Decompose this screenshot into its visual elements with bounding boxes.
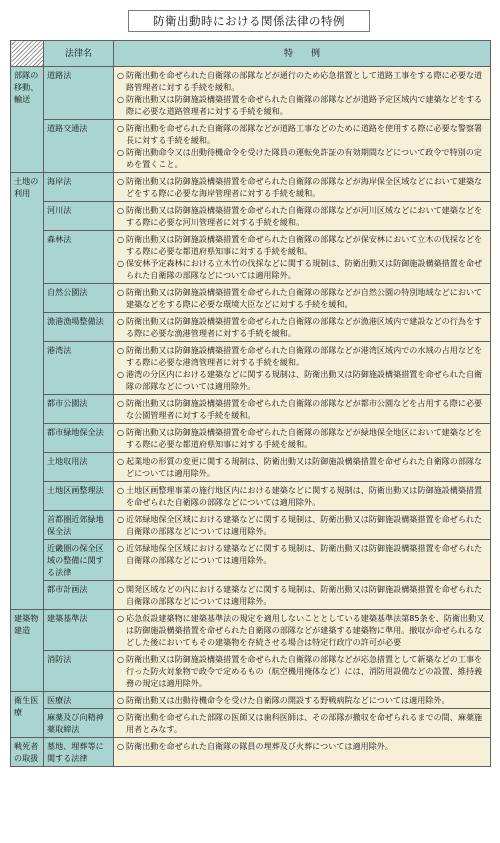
bullet-icon: ○ xyxy=(117,316,125,326)
provision-text: 防衛出動を命ぜられた自衛隊の部隊などが通行のため応急措置として道路工事をする際に必要な道路管理者に対する手続を緩和。 xyxy=(126,70,483,92)
law-name-cell: 自然公園法 xyxy=(44,284,114,313)
category-cell: 土地の利用 xyxy=(11,173,44,610)
provision-text: 近郊緑地保全区域における建築などに関する規制は、防衛出動又は防御施設構築措置を命ぜられた自衛隊の部隊などについては適用除外。 xyxy=(126,543,483,565)
provision-text: 防衛出動又は防御施設構築措置を命ぜられた自衛隊の部隊などが港湾区域内での水域の占用などをする際に必要な港湾管理者に対する手続を緩和。 xyxy=(126,345,483,367)
provision-text: 開発区域などの内における建築などに関する規制は、防衛出動又は防御施設構築措置を命ぜられた自衛隊の部隊などについては適用除外。 xyxy=(126,584,483,606)
bullet-icon: ○ xyxy=(117,485,125,495)
provision-item xyxy=(117,397,487,421)
table-row xyxy=(11,651,491,692)
provision-item xyxy=(117,315,487,339)
table-title: 防衛出動時における関係法律の特例 xyxy=(128,10,370,32)
provision-text: 起業地の形質の変更に関する規制は、防衛出動又は防御施設構築措置を命ぜられた自衛隊の部隊などについては適用除外。 xyxy=(126,456,483,478)
law-name-cell: 都市緑地保全法 xyxy=(44,424,114,453)
law-name-cell: 土地収用法 xyxy=(44,453,114,482)
feature-cell xyxy=(114,231,491,284)
feature-cell xyxy=(114,202,491,231)
feature-cell xyxy=(114,651,491,692)
table-row xyxy=(11,67,491,120)
provision-item xyxy=(117,513,487,537)
provision-text: 防衛出動又は防御施設構築措置を命ぜられた自衛隊の部隊などが漁港区域内で建設などの行為をする際に必要な漁港管理者に対する手続を緩和。 xyxy=(126,316,483,338)
provision-item xyxy=(117,344,487,368)
provision-item xyxy=(117,711,487,735)
provision-text: 近郊緑地保全区域における建築などに関する規制は、防衛出動又は防御施設構築措置を命ぜられた自衛隊の部隊などについては適用除外。 xyxy=(126,514,483,536)
bullet-icon: ○ xyxy=(117,695,125,705)
provision-item xyxy=(117,694,487,706)
law-name-cell: 土地区画整理法 xyxy=(44,482,114,511)
table-row xyxy=(11,173,491,202)
bullet-icon: ○ xyxy=(117,427,125,437)
table-row xyxy=(11,453,491,482)
provision-text: 防衛出動を命ぜられた自衛隊の部隊などが道路工事などのために道路を使用する際に必要な警察署長に対する手続を緩和。 xyxy=(126,123,483,145)
bullet-icon: ○ xyxy=(117,741,125,751)
provision-item xyxy=(117,583,487,607)
category-cell: 建築物建造 xyxy=(11,610,44,692)
feature-cell xyxy=(114,581,491,610)
law-header: 法律名 xyxy=(44,41,114,67)
law-name-cell: 道路交通法 xyxy=(44,120,114,173)
provision-item xyxy=(117,740,487,752)
provision-item xyxy=(117,233,487,257)
table-row xyxy=(11,202,491,231)
provision-item xyxy=(117,175,487,199)
bullet-icon: ○ xyxy=(117,123,125,133)
bullet-icon: ○ xyxy=(117,258,125,268)
law-name-cell: 都市計画法 xyxy=(44,581,114,610)
table-row xyxy=(11,482,491,511)
provision-text: 土地区画整理事業の施行地区内における建築などに関する規制は、防衛出動又は防御施設構築措置を命ぜられた自衛隊の部隊などについては適用除外。 xyxy=(126,485,483,507)
feature-cell xyxy=(114,284,491,313)
provision-text: 防衛出動又は防御施設構築措置を命ぜられた自衛隊の部隊などが道路予定区域内で建築などをする際に必要な道路管理者に対する手続を緩和。 xyxy=(126,94,483,116)
table-row xyxy=(11,395,491,424)
bullet-icon: ○ xyxy=(117,205,125,215)
feature-cell xyxy=(114,511,491,540)
provision-text: 防衛出動又は防御施設構築措置を命ぜられた自衛隊の部隊などが都市公園などを占用する際に必要な公園管理者に対する手続を緩和。 xyxy=(126,398,483,420)
provision-text: 防衛出動を命ぜられた自衛隊の隊員の埋葬及び火葬については適用除外。 xyxy=(126,741,393,751)
bullet-icon: ○ xyxy=(117,345,125,355)
table-row xyxy=(11,120,491,173)
provision-item xyxy=(117,426,487,450)
table-row xyxy=(11,342,491,395)
bullet-icon: ○ xyxy=(117,654,125,664)
law-name-cell: 医療法 xyxy=(44,692,114,709)
bullet-icon: ○ xyxy=(117,712,125,722)
provision-item xyxy=(117,93,487,117)
provision-item xyxy=(117,257,487,281)
table-row xyxy=(11,692,491,709)
bullet-icon: ○ xyxy=(117,147,125,157)
table-row xyxy=(11,424,491,453)
provision-text: 保安林予定森林における立木竹の伐採などに関する規制は、防衛出動又は防御施設構築措置を命ぜられた自衛隊の部隊などについては適用除外。 xyxy=(126,258,483,280)
provision-item xyxy=(117,204,487,228)
feature-cell xyxy=(114,738,491,767)
table-row xyxy=(11,511,491,540)
law-name-cell: 建築基準法 xyxy=(44,610,114,651)
category-cell: 衛生医療 xyxy=(11,692,44,738)
provision-item xyxy=(117,286,487,310)
provision-item xyxy=(117,69,487,93)
provision-text: 防衛出動又は防御施設構築措置を命ぜられた自衛隊の部隊などが海岸保全区域などにおいて建築などをする際に必要な海岸管理者に対する手続を緩和。 xyxy=(126,176,483,198)
feature-cell xyxy=(114,453,491,482)
feature-cell xyxy=(114,120,491,173)
feature-cell xyxy=(114,709,491,738)
bullet-icon: ○ xyxy=(117,287,125,297)
provision-item xyxy=(117,542,487,566)
provision-item xyxy=(117,455,487,479)
corner-cell xyxy=(11,41,44,67)
feature-cell xyxy=(114,482,491,511)
bullet-icon: ○ xyxy=(117,70,125,80)
provision-text: 防衛出動又は防御施設構築措置を命ぜられた自衛隊の部隊などが河川区域などにおいて建築などをする際に必要な河川管理者に対する手続を緩和。 xyxy=(126,205,483,227)
law-name-cell: 河川法 xyxy=(44,202,114,231)
table-row xyxy=(11,610,491,651)
table-row xyxy=(11,284,491,313)
provision-item xyxy=(117,612,487,648)
feature-cell xyxy=(114,313,491,342)
table-row xyxy=(11,313,491,342)
bullet-icon: ○ xyxy=(117,176,125,186)
provision-text: 防衛出動又は出動待機命令を受けた自衛隊の開設する野戦病院などについては適用除外。 xyxy=(126,695,450,705)
law-name-cell: 都市公園法 xyxy=(44,395,114,424)
law-name-cell: 森林法 xyxy=(44,231,114,284)
table-body xyxy=(11,67,491,767)
law-name-cell: 消防法 xyxy=(44,651,114,692)
provision-item xyxy=(117,484,487,508)
law-name-cell: 漁港漁場整備法 xyxy=(44,313,114,342)
provision-text: 防衛出動又は防御施設構築措置を命ぜられた自衛隊の部隊などが自然公園の特別地域などにおいて建築などをする際に必要な環境大臣などに対する手続を緩和。 xyxy=(126,287,483,309)
provision-item xyxy=(117,122,487,146)
bullet-icon: ○ xyxy=(117,234,125,244)
feature-cell xyxy=(114,610,491,651)
feature-cell xyxy=(114,540,491,581)
provision-text: 応急仮設建築物に建築基準法の規定を適用しないこととしている建築基準法第85条を、防衛出動又は防御施設構築措置を命ぜられた自衛隊の部隊などが建築する建築物に準用。撤収が命ぜられるなどした後においてもその建築物を存続させる場合は特定行政庁の許可が必要 xyxy=(126,613,485,647)
table-row xyxy=(11,231,491,284)
category-cell: 部隊の移動、輸送 xyxy=(11,67,44,173)
bullet-icon: ○ xyxy=(117,584,125,594)
bullet-icon: ○ xyxy=(117,94,125,104)
provision-text: 防衛出動命令又は出動待機命令を受けた隊員の運転免許証の有効期間などについて政令で特別の定めを置くこと。 xyxy=(126,147,482,169)
feature-cell xyxy=(114,173,491,202)
bullet-icon: ○ xyxy=(117,369,125,379)
bullet-icon: ○ xyxy=(117,514,125,524)
provision-text: 防衛出動又は防御施設構築措置を命ぜられた自衛隊の部隊などが応急措置として新築などの工事を行った防火対象物で政令で定めるもの（航空機用掩体など）には、消防用設備などの設置、維持義務の規定は適用除外。 xyxy=(126,654,483,688)
header-row xyxy=(11,41,491,67)
feature-cell xyxy=(114,395,491,424)
bullet-icon: ○ xyxy=(117,543,125,553)
law-name-cell: 港湾法 xyxy=(44,342,114,395)
feature-cell xyxy=(114,692,491,709)
feature-header: 特 例 xyxy=(114,41,491,67)
category-cell: 戦死者の取扱 xyxy=(11,738,44,767)
feature-cell xyxy=(114,424,491,453)
special-provisions-table xyxy=(10,40,491,767)
table-row xyxy=(11,540,491,581)
feature-cell xyxy=(114,67,491,120)
provision-text: 防衛出動又は防御施設構築措置を命ぜられた自衛隊の部隊などが保安林において立木の伐採などをする際に必要な都道府県知事に対する手続を緩和。 xyxy=(126,234,483,256)
feature-cell xyxy=(114,342,491,395)
table-row xyxy=(11,738,491,767)
provision-item xyxy=(117,368,487,392)
law-name-cell: 近畿圏の保全区域の整備に関する法律 xyxy=(44,540,114,581)
provision-item xyxy=(117,146,487,170)
law-name-cell: 墓地、埋葬等に関する法律 xyxy=(44,738,114,767)
bullet-icon: ○ xyxy=(117,456,125,466)
law-name-cell: 麻薬及び向精神薬取締法 xyxy=(44,709,114,738)
table-row xyxy=(11,581,491,610)
bullet-icon: ○ xyxy=(117,398,125,408)
law-name-cell: 道路法 xyxy=(44,67,114,120)
provision-text: 防衛出動又は防御施設構築措置を命ぜられた自衛隊の部隊などが緑地保全地区において建築などをする際に必要な都道府県知事に対する手続を緩和。 xyxy=(126,427,483,449)
provision-text: 防衛出動を命ぜられた部隊の医師又は歯科医師は、その部隊が撤収を命ぜられるまでの間、麻薬施用者とみなす。 xyxy=(126,712,483,734)
table-row xyxy=(11,709,491,738)
law-name-cell: 首都圏近郊緑地保全法 xyxy=(44,511,114,540)
title-area xyxy=(0,0,500,38)
provision-text: 港湾の分区内における建築などに関する規制は、防衛出動又は防御施設構築措置を命ぜられた自衛隊の部隊などについては適用除外。 xyxy=(126,369,483,391)
provision-item xyxy=(117,653,487,689)
law-name-cell: 海岸法 xyxy=(44,173,114,202)
bullet-icon: ○ xyxy=(117,613,125,623)
